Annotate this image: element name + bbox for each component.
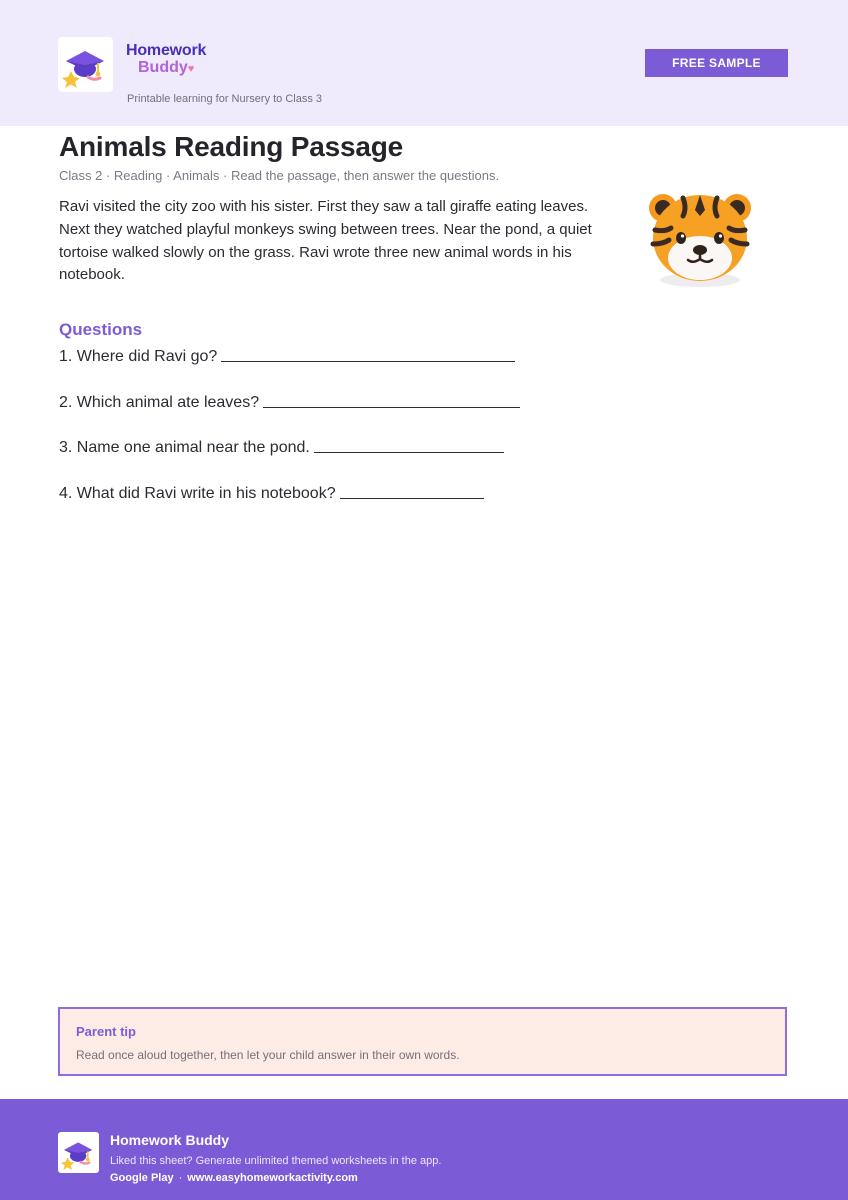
footer-text: Liked this sheet? Generate unlimited themed worksheets in the app. xyxy=(110,1155,442,1167)
answer-blank-3[interactable] xyxy=(314,439,504,453)
question-3 xyxy=(59,439,504,457)
answer-blank-1[interactable] xyxy=(221,348,515,362)
brand-name-line1: Homework xyxy=(126,42,207,59)
question-3-text: 3. Name one animal near the pond. xyxy=(59,439,310,456)
free-sample-badge: FREE SAMPLE xyxy=(645,49,788,77)
footer-separator: · xyxy=(178,1172,183,1184)
google-play-link[interactable]: Google Play xyxy=(110,1172,174,1184)
page-header xyxy=(0,0,848,126)
heart-icon: ♥ xyxy=(187,63,195,75)
question-2 xyxy=(59,394,520,412)
parent-tip-text: Read once aloud together, then let your child answer in their own words. xyxy=(76,1048,460,1062)
answer-blank-2[interactable] xyxy=(263,394,520,408)
worksheet-meta: Class 2 · Reading · Animals · Read the passage, then answer the questions. xyxy=(59,168,500,183)
questions-heading: Questions xyxy=(59,320,143,339)
reading-passage: Ravi visited the city zoo with his sister. First they saw a tall giraffe eating leaves. Next they watched playful monkeys swing between trees. Near the pond, a quiet tortoise walked slowly on the grass. Ravi wrote three new animal words in his notebook. xyxy=(59,198,592,284)
question-1 xyxy=(59,348,515,366)
question-1-text: 1. Where did Ravi go? xyxy=(59,348,218,365)
brand-logo xyxy=(58,37,113,92)
question-4-text: 4. What did Ravi write in his notebook? xyxy=(59,485,336,502)
graduation-cap-icon xyxy=(58,37,113,92)
brand-tagline: Printable learning for Nursery to Class 3 xyxy=(127,93,323,105)
answer-blank-4[interactable] xyxy=(340,485,484,499)
brand-wordmark xyxy=(126,42,206,77)
footer-links xyxy=(110,1172,358,1184)
graduation-cap-icon xyxy=(58,1132,99,1173)
parent-tip-box xyxy=(58,1007,787,1076)
footer-logo xyxy=(58,1132,99,1173)
parent-tip-title: Parent tip xyxy=(76,1024,136,1039)
page-footer xyxy=(0,1099,848,1200)
brand-name-line2 xyxy=(126,60,206,77)
brand-name-line2-text: Buddy xyxy=(138,59,188,76)
page-title: Animals Reading Passage xyxy=(59,131,403,162)
question-2-text: 2. Which animal ate leaves? xyxy=(59,394,260,411)
question-4 xyxy=(59,485,484,503)
footer-title: Homework Buddy xyxy=(110,1132,230,1148)
website-link[interactable]: www.easyhomeworkactivity.com xyxy=(187,1172,358,1184)
tiger-face-icon xyxy=(643,186,757,294)
